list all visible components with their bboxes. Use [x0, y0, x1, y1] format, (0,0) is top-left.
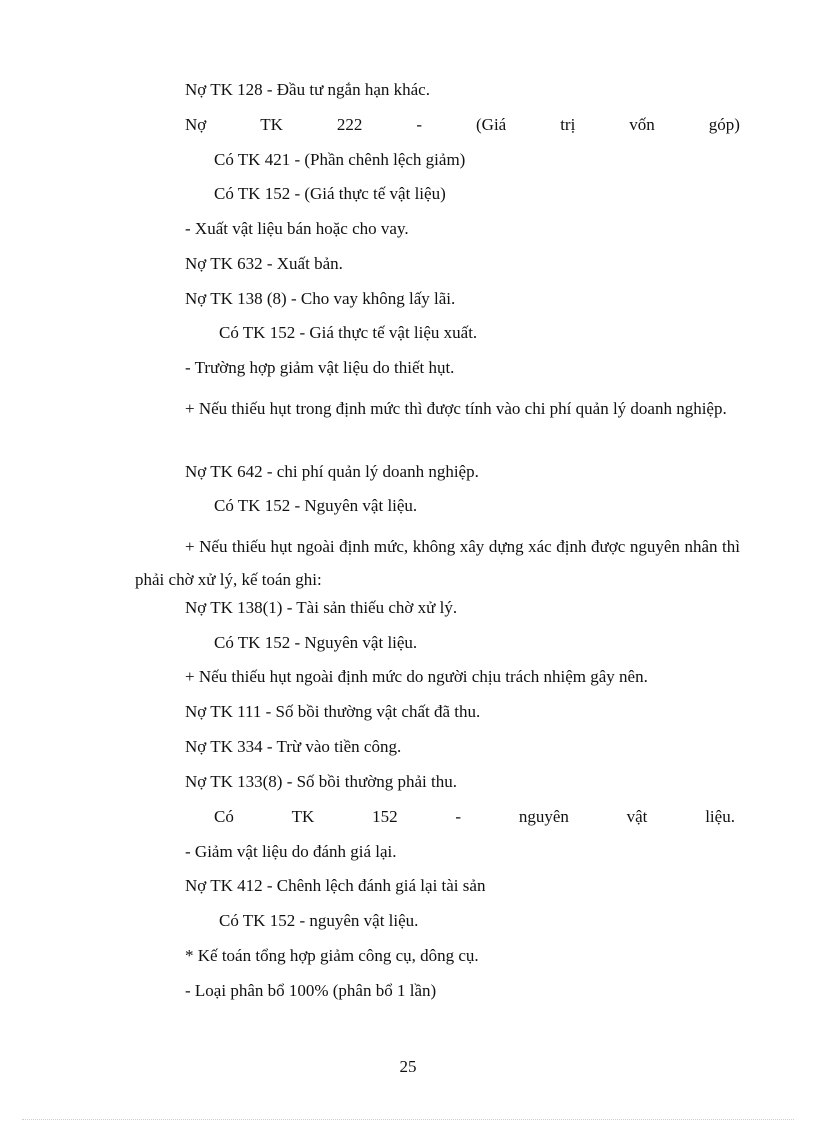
text-line: - Trường hợp giảm vật liệu do thiết hụt. [185, 358, 455, 377]
text-line: Nợ TK 138 (8) - Cho vay không lấy lãi. [185, 289, 456, 308]
text-line: Nợ TK 412 - Chênh lệch đánh giá lại tài sản [185, 876, 486, 895]
text-line: - Giảm vật liệu do đánh giá lại. [185, 842, 397, 861]
justified-line [185, 114, 740, 136]
justified-line [214, 806, 735, 828]
word: - [455, 807, 462, 826]
text-line: Có TK 152 - (Giá thực tế vật liệu) [214, 184, 446, 203]
word: vốn [629, 115, 655, 134]
word: vật [626, 807, 648, 826]
text-line: Có TK 152 - Giá thực tế vật liệu xuất. [219, 323, 478, 342]
word: 152 [372, 807, 398, 826]
text-line: Nợ TK 632 - Xuất bản. [185, 254, 343, 273]
page-number: 25 [399, 1057, 417, 1076]
word: Có [214, 807, 234, 826]
text-line: Nợ TK 133(8) - Số bồi thường phải thu. [185, 772, 457, 791]
word: liệu. [705, 807, 735, 826]
paragraph [135, 392, 740, 425]
word: Nợ [185, 115, 207, 134]
text-line: Có TK 152 - nguyên vật liệu. [219, 911, 419, 930]
word: TK [291, 807, 315, 826]
text-line: Nợ TK 334 - Trừ vào tiền công. [185, 737, 402, 756]
word: góp) [708, 115, 740, 134]
text-line: Nợ TK 642 - chi phí quản lý doanh nghiệp. [185, 462, 479, 481]
text-line: Có TK 421 - (Phần chênh lệch giảm) [214, 150, 466, 169]
text-line: * Kế toán tổng hợp giảm công cụ, dông cụ. [185, 946, 479, 965]
text-line: - Loại phân bổ 100% (phân bổ 1 lần) [185, 981, 437, 1000]
word: 222 [336, 115, 363, 134]
text-line: Nợ TK 111 - Số bồi thường vật chất đã thu. [185, 702, 481, 721]
text-line: Nợ TK 138(1) - Tài sản thiếu chờ xử lý. [185, 598, 458, 617]
text-line: - Xuất vật liệu bán hoặc cho vay. [185, 219, 409, 238]
word: trị [560, 115, 576, 134]
word: nguyên [518, 807, 569, 826]
paragraph-text: + Nếu thiếu hụt trong định mức thì được tính vào chi phí quản lý doanh nghiệp. [185, 399, 727, 418]
text-line: Có TK 152 - Nguyên vật liệu. [214, 496, 418, 515]
text-line: Nợ TK 128 - Đầu tư ngắn hạn khác. [185, 80, 430, 99]
word: TK [260, 115, 283, 134]
paragraph-text: + Nếu thiếu hụt ngoài định mức, không xây dựng xác định được nguyên nhân thì phải chờ xử lý, kế toán ghi: [135, 537, 740, 589]
word: - [416, 115, 423, 134]
paragraph [135, 530, 740, 596]
text-line: Có TK 152 - Nguyên vật liệu. [214, 633, 418, 652]
footer-divider [22, 1119, 794, 1120]
text-line: + Nếu thiếu hụt ngoài định mức do người chịu trách nhiệm gây nên. [185, 667, 648, 686]
word: (Giá [476, 115, 507, 134]
